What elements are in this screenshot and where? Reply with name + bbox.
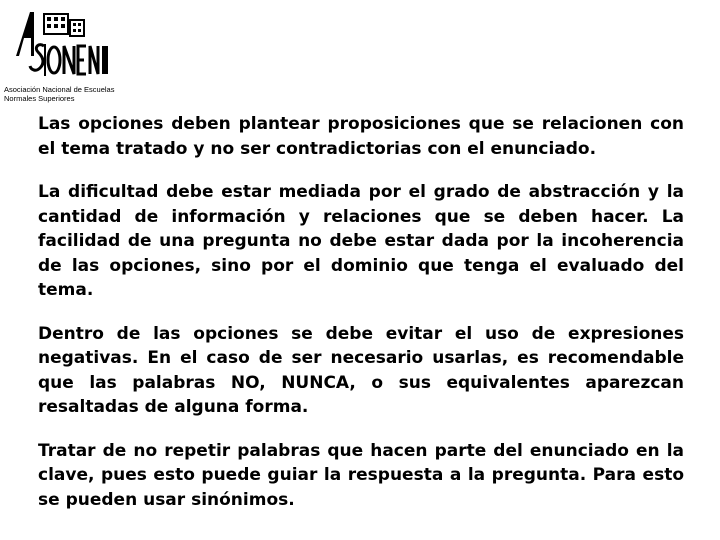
paragraph-1: Las opciones deben plantear proposiciones que se relacionen con el tema tratado y no ser contradictorias con el enunciado. <box>38 114 684 159</box>
paragraph-3: Dentro de las opciones se debe evitar el uso de expresiones negativas. En el caso de ser necesario usarlas, es recomendable que las palabras NO, NUNCA, o sus equivalentes aparezcan resaltadas de alguna forma. <box>38 323 684 417</box>
paragraph-2: La dificultad debe estar mediada por el grado de abstracción y la cantidad de información y relaciones que se deben hacer. La facilidad de una pregunta no debe estar dada por la incoherencia de las opciones, sino por el dominio que tenga el evaluado del tema. <box>38 182 684 300</box>
asonensi-logo <box>4 8 154 103</box>
logo-caption-line-2: Normales Superiores <box>4 94 75 103</box>
paragraph-4: Tratar de no repetir palabras que hacen parte del enunciado en la clave, pues esto puede guiar la respuesta a la pregunta. Para esto se pueden usar sinónimos. <box>38 440 684 510</box>
logo-caption-line-1: Asociación Nacional de Escuelas <box>4 85 115 94</box>
logo-caption <box>4 85 114 103</box>
slide-body <box>38 112 684 531</box>
logo-graphic <box>4 8 114 88</box>
